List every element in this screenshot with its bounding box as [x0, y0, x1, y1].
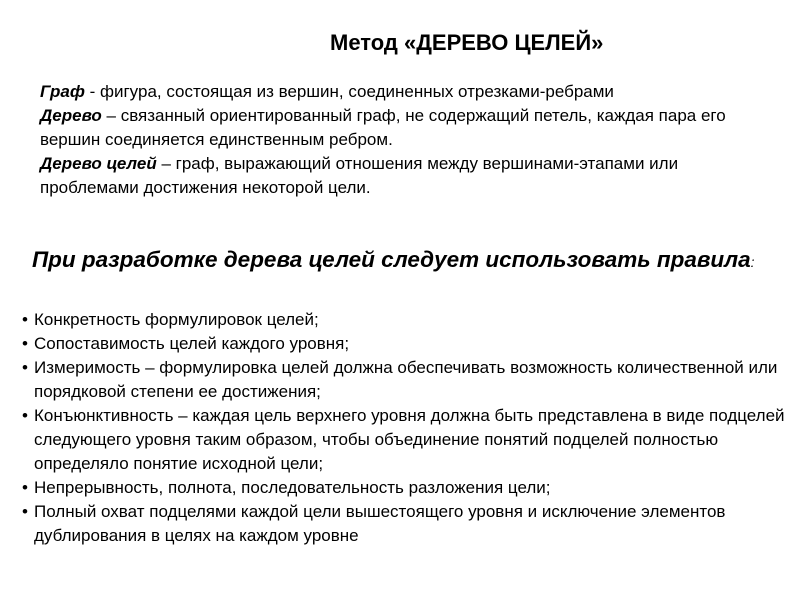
rules-heading: [32, 244, 792, 278]
rule-text: Конъюнктивность – каждая цель верхнего уровня должна быть представлена в виде подцелей следующего уровня таким образом, чтобы объединение понятий подцелей полностью определяло понятие исходной цели;: [34, 406, 785, 473]
definition-text: – связанный ориентированный граф, не содержащий петель, каждая пара его вершин соединяется единственным ребром.: [40, 106, 726, 149]
bullet-icon: •: [22, 478, 28, 497]
definition-text: – граф, выражающий отношения между вершинами-этапами или проблемами достижения некоторой цели.: [40, 154, 679, 197]
definition-tree: [40, 104, 780, 152]
definition-text: - фигура, состоящая из вершин, соединенных отрезками-ребрами: [84, 82, 614, 101]
bullet-icon: •: [22, 310, 28, 329]
definitions-block: [40, 80, 780, 200]
bullet-icon: •: [22, 406, 28, 425]
list-item: [22, 356, 792, 404]
bullet-icon: •: [22, 358, 28, 377]
rule-text: Конкретность формулировок целей;: [34, 310, 319, 329]
rules-list: [22, 308, 792, 548]
list-item: [22, 332, 792, 356]
bullet-icon: •: [22, 334, 28, 353]
bullet-icon: •: [22, 502, 28, 521]
rules-heading-colon: :: [750, 254, 755, 270]
rule-text: Сопоставимость целей каждого уровня;: [34, 334, 350, 353]
definition-term: Граф: [40, 82, 85, 101]
rule-text: Измеримость – формулировка целей должна обеспечивать возможность количественной или порядковой степени ее достижения;: [34, 358, 778, 401]
rules-heading-text: При разработке дерева целей следует использовать правила: [32, 247, 751, 272]
list-item: [22, 308, 792, 332]
definition-term: Дерево: [40, 106, 102, 125]
definition-graph: [40, 80, 780, 104]
list-item: [22, 404, 792, 476]
definition-term: Дерево целей: [40, 154, 157, 173]
slide-title: Метод «ДЕРЕВО ЦЕЛЕЙ»: [330, 30, 604, 55]
definition-goal-tree: [40, 152, 780, 200]
list-item: [22, 476, 792, 500]
rule-text: Непрерывность, полнота, последовательность разложения цели;: [34, 478, 551, 497]
rule-text: Полный охват подцелями каждой цели вышестоящего уровня и исключение элементов дублирования в целях на каждом уровне: [34, 502, 726, 545]
list-item: [22, 500, 792, 548]
